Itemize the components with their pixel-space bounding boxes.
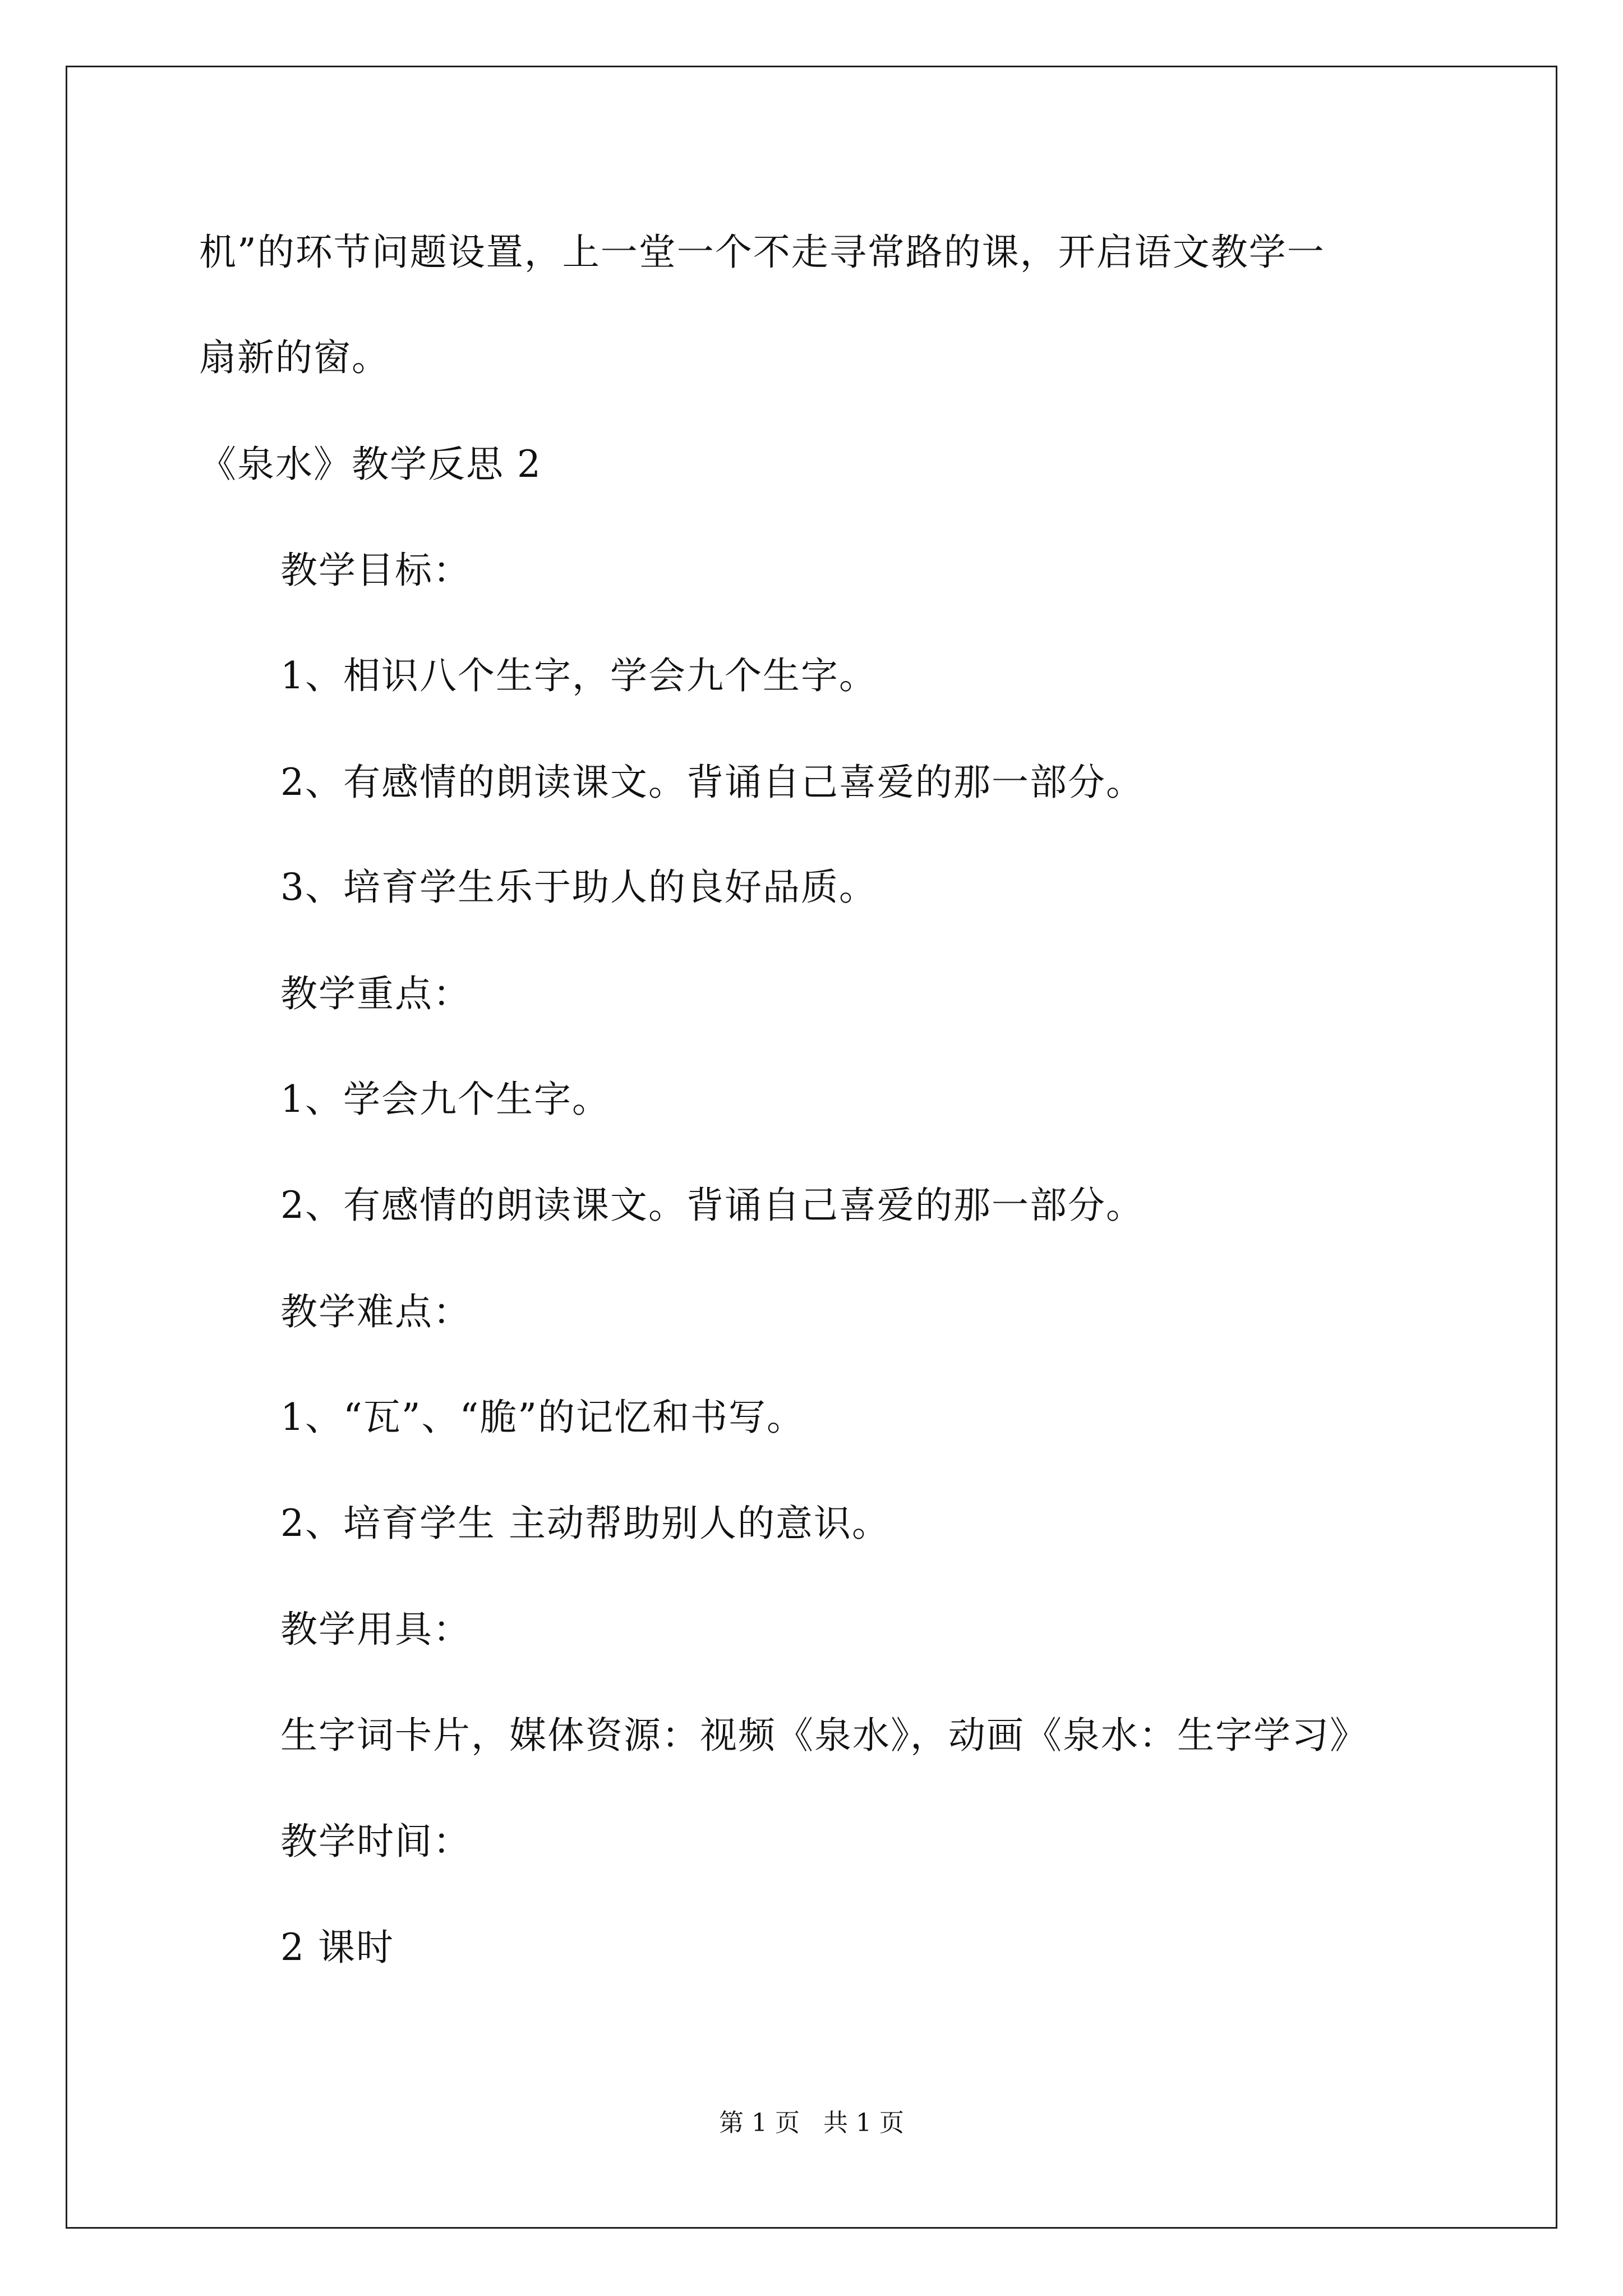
heading-teaching-goals: 教学目标： bbox=[280, 549, 471, 592]
list-item: 1、相识八个生字，学会九个生字。 bbox=[280, 654, 877, 697]
list-item: 2、培育学生 主动帮助别人的意识。 bbox=[280, 1502, 890, 1545]
page-border bbox=[66, 66, 1557, 2229]
heading-teaching-time: 教学时间： bbox=[280, 1820, 471, 1863]
paragraph: 2 课时 bbox=[280, 1926, 394, 1969]
list-item: 1、学会九个生字。 bbox=[280, 1078, 610, 1121]
page-number-footer: 第 1 页 共 1 页 bbox=[719, 2109, 904, 2137]
text-line: 扇新的窗。 bbox=[199, 336, 390, 379]
text-line: 机”的环节问题设置，上一堂一个不走寻常路的课，开启语文教学一 bbox=[199, 231, 1325, 274]
list-item: 1、“瓦”、“脆”的记忆和书写。 bbox=[280, 1396, 805, 1439]
heading-teaching-tools: 教学用具： bbox=[280, 1608, 471, 1651]
list-item: 2、有感情的朗读课文。背诵自己喜爱的那一部分。 bbox=[280, 1184, 1144, 1227]
list-item: 3、培育学生乐于助人的良好品质。 bbox=[280, 866, 877, 909]
paragraph: 生字词卡片，媒体资源：视频《泉水》，动画《泉水：生字学习》 bbox=[280, 1714, 1368, 1757]
heading-key-points: 教学重点： bbox=[280, 972, 471, 1015]
list-item: 2、有感情的朗读课文。背诵自己喜爱的那一部分。 bbox=[280, 761, 1144, 804]
section-title: 《泉水》教学反思 2 bbox=[199, 443, 542, 486]
heading-difficulties: 教学难点： bbox=[280, 1290, 471, 1333]
